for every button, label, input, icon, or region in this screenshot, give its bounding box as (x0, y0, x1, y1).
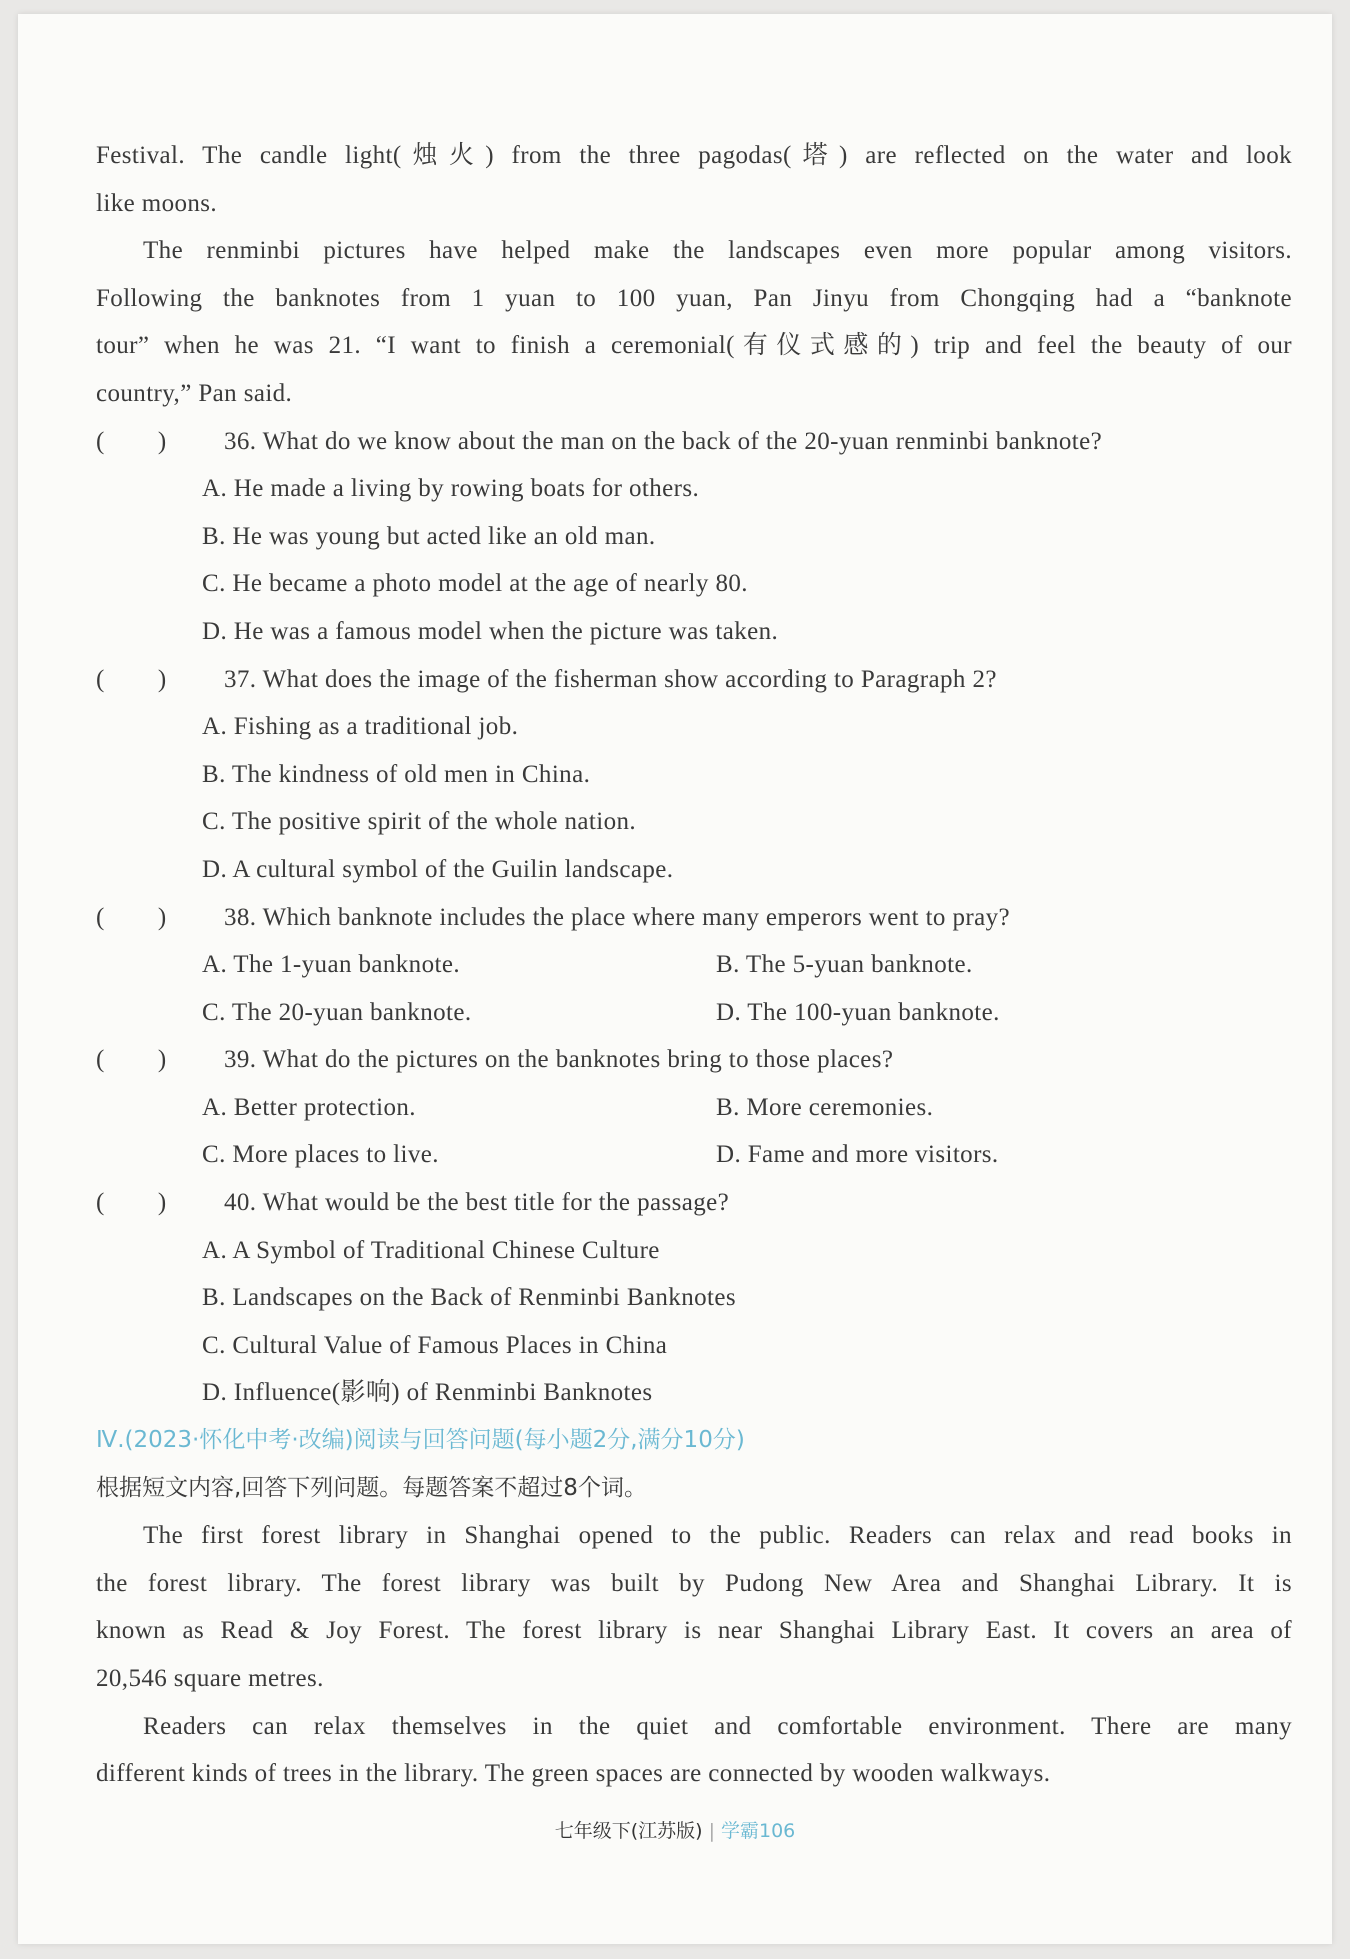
option-row (96, 989, 1292, 1037)
answer-blank[interactable]: ( ) (96, 665, 167, 693)
option-c: C. More places to live. (202, 1141, 439, 1169)
passage-line: Festival. The candle light(烛火) from the three pagodas(塔) are reflected on the water and look (96, 142, 1292, 169)
passage-line: Readers can relax themselves in the quiet and comfortable environment. There are many (143, 1712, 1292, 1740)
option-a: A. The 1-yuan banknote. (202, 951, 460, 979)
page-footer (18, 1816, 1332, 1843)
option-b: B. He was young but acted like an old man. (202, 522, 656, 550)
passage-line: different kinds of trees in the library. The green spaces are connected by wooden walkways. (96, 1760, 1051, 1788)
option-d: D. Fame and more visitors. (716, 1141, 999, 1169)
answer-blank[interactable]: ( ) (96, 1189, 167, 1217)
option-a: A. Better protection. (202, 1093, 416, 1121)
option-b: B. The 5-yuan banknote. (716, 951, 973, 979)
footer-brand: 学霸 (720, 1820, 759, 1842)
option-b: B. Landscapes on the Back of Renminbi Banknotes (202, 1284, 736, 1312)
passage-line: 20,546 square metres. (96, 1665, 324, 1692)
option-c: C. The positive spirit of the whole nation. (202, 808, 637, 836)
question-37 (96, 656, 1292, 704)
option-c: C. Cultural Value of Famous Places in China (202, 1331, 668, 1359)
question-stem: 40. What would be the best title for the passage? (224, 1189, 730, 1217)
passage-line: Following the banknotes from 1 yuan to 100 yuan, Pan Jinyu from Chongqing had a “banknote (96, 284, 1292, 312)
section-instruction: 根据短文内容,回答下列问题。每题答案不超过8个词。 (96, 1474, 647, 1501)
option-b: B. The kindness of old men in China. (202, 760, 591, 788)
passage-line: The renminbi pictures have helped make the landscapes even more popular among visitors. (143, 237, 1292, 265)
option-d: D. The 100-yuan banknote. (716, 998, 1000, 1026)
passage-line: country,” Pan said. (96, 379, 293, 407)
footer-separator: | (708, 1820, 715, 1842)
passage-line: the forest library. The forest library was built by Pudong New Area and Shanghai Library. It is (96, 1569, 1292, 1597)
passage-line: like moons. (96, 189, 218, 217)
question-38 (96, 894, 1292, 942)
option-c: C. He became a photo model at the age of nearly 80. (202, 570, 748, 598)
question-39 (96, 1036, 1292, 1084)
option-d: D. Influence(影响) of Renminbi Banknotes (202, 1379, 653, 1407)
option-b: B. More ceremonies. (716, 1093, 934, 1121)
option-a: A. Fishing as a traditional job. (202, 713, 519, 741)
option-d: D. He was a famous model when the picture was taken. (202, 617, 779, 645)
option-row (96, 941, 1292, 989)
passage-line: known as Read & Joy Forest. The forest library is near Shanghai Library East. It covers an area of (96, 1617, 1292, 1645)
question-stem: 36. What do we know about the man on the back of the 20-yuan renminbi banknote? (224, 427, 1103, 455)
passage-line: tour” when he was 21. “I want to finish a ceremonial(有仪式感的) trip and feel the beauty of our (96, 332, 1292, 360)
option-d: D. A cultural symbol of the Guilin landscape. (202, 855, 674, 883)
option-c: C. The 20-yuan banknote. (202, 998, 472, 1026)
option-row (96, 1084, 1292, 1132)
document-page (18, 14, 1332, 1944)
answer-blank[interactable]: ( ) (96, 903, 167, 931)
question-stem: 38. Which banknote includes the place where many emperors went to pray? (224, 903, 1011, 931)
passage-line: The first forest library in Shanghai opened to the public. Readers can relax and read books in (143, 1522, 1292, 1550)
question-stem: 37. What does the image of the fisherman show according to Paragraph 2? (224, 665, 997, 693)
page-number: 106 (758, 1820, 796, 1842)
answer-blank[interactable]: ( ) (96, 1046, 167, 1074)
option-a: A. He made a living by rowing boats for others. (202, 475, 700, 503)
page-content (96, 132, 1292, 1798)
option-row (96, 1131, 1292, 1179)
section-title: Ⅳ.(2023·怀化中考·改编)阅读与回答问题(每小题2分,满分10分) (96, 1427, 745, 1454)
footer-grade: 七年级下(江苏版) (554, 1820, 703, 1842)
option-a: A. A Symbol of Traditional Chinese Culture (202, 1236, 660, 1264)
question-36 (96, 418, 1292, 466)
question-stem: 39. What do the pictures on the banknotes bring to those places? (224, 1046, 894, 1074)
question-40 (96, 1179, 1292, 1227)
answer-blank[interactable]: ( ) (96, 427, 167, 455)
